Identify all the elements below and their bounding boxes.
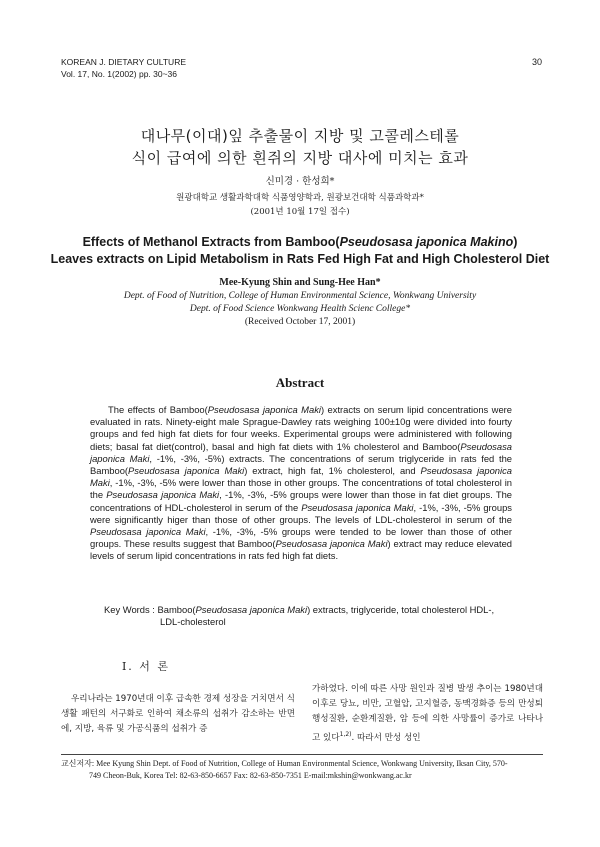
species-name: Pseudosasa japonica Maki xyxy=(301,501,414,513)
keywords-line2: LDL-cholesterol xyxy=(160,616,226,628)
species-name: Pseudosasa japonica Maki xyxy=(195,604,308,615)
abstract-segment: , -1%, -3%, -5% groups were lower than those in fat diet groups. The concentrations of HDL-cholesterol in serum of the xyxy=(90,489,512,513)
species-name: Pseudosasa japonica Maki xyxy=(106,489,220,501)
species-name: Pseudosasa japonica Makino xyxy=(339,235,514,249)
korean-title xyxy=(0,125,600,169)
citation-ref: 1,2) xyxy=(339,731,352,738)
journal-info xyxy=(61,56,186,80)
keywords-text: ) extracts, triglyceride, total cholesterol HDL-, xyxy=(307,604,495,615)
korean-authors: 신미경 · 한성희* xyxy=(265,176,335,187)
body-text: . 따라서 만성 성인 xyxy=(351,732,421,743)
keywords-text: Bamboo( xyxy=(154,604,196,615)
english-title-text: Effects of Methanol Extracts from Bamboo( xyxy=(82,235,340,249)
keywords xyxy=(104,604,524,628)
footnote-divider xyxy=(61,754,543,755)
received-date: (Received October 17, 2001) xyxy=(244,317,356,327)
journal-volume: Vol. 17, No. 1(2002) pp. 30~36 xyxy=(61,69,178,79)
section-heading: I. 서 론 xyxy=(121,660,171,673)
abstract-segment: ) extracts on serum lipid concentrations were evaluated in rats. Ninety-eight male Sprague-Dawley rats weighing 100±10g were divided into fourty groups and fed high fat diets for four weeks. Experimental groups were administered with following diets; basal fat diet(control), basal and high fat diets with 1% cholesterol and Bamboo( xyxy=(90,404,512,452)
abstract-segment: ) extract, high fat, 1% cholesterol, and xyxy=(244,465,421,477)
species-name: Pseudosasa japonica Maki xyxy=(207,404,321,415)
affiliations xyxy=(0,290,600,329)
species-name: Pseudosasa japonica Maki xyxy=(90,465,512,489)
abstract-text xyxy=(90,404,512,563)
korean-affiliation: 원광대학교 생활과학대학 식품영양학과, 원광보건대학 식품과학과* xyxy=(176,193,424,203)
abstract-segment: , -1%, -3%, -5%) extracts. The concentrations of serum triglyceride in rats fed the Bamboo( xyxy=(90,452,512,477)
body-column-2 xyxy=(312,682,543,746)
species-name: Pseudosasa japonica Maki xyxy=(90,526,206,538)
abstract-segment: ) extract may reduce elevated levels of serum lipid concentrations in rats fed high fat diets. xyxy=(90,538,512,562)
species-name: Pseudosasa japonica Maki xyxy=(275,538,388,550)
keywords-label: Key Words : xyxy=(104,604,155,615)
korean-title-line1: 대나무(이대)잎 추출물이 지방 및 고콜레스테롤 xyxy=(140,127,460,145)
journal-name: KOREAN J. DIETARY CULTURE xyxy=(61,57,187,67)
abstract-heading: Abstract xyxy=(275,375,325,390)
affiliation-2: Dept. of Food Science Wonkwang Health Scienc College* xyxy=(189,304,411,314)
english-title-line2: Leaves extracts on Lipid Metabolism in Rats Fed High Fat and High Cholesterol Diet xyxy=(50,252,550,266)
abstract-segment: , -1%, -3%, -5% groups were significantly higer than those of other groups. The levels of LDL-cholesterol in serum of the xyxy=(90,501,512,525)
abstract-segment: , -1%, -3%, -5% groups were tended to be lower than those of other groups. These results suggest that Bamboo( xyxy=(90,526,512,550)
species-name: Pseudosasa japonica Maki xyxy=(128,465,245,477)
english-title xyxy=(0,234,600,268)
korean-received: (2001년 10월 17일 접수) xyxy=(250,207,350,217)
english-title-text: ) xyxy=(513,235,518,249)
body-text: 가하였다. 이에 따른 사망 원인과 질병 발생 추이는 1980년대 이후로 당뇨, 비만, 고혈압, 고지혈증, 동맥경화증 등의 만성퇴행성질환, 순환계질환, 암 등에 의한 사망률이 증가로 나타나고 있다 xyxy=(312,684,543,743)
abstract-segment: The effects of Bamboo( xyxy=(108,404,208,415)
body-column-1: 우리나라는 1970년대 이후 급속한 경제 성장을 거치면서 식생활 패턴의 서구화로 인하여 채소류의 섭취가 감소하는 반면에, 지방, 육류 및 가공식품의 섭취가 증 xyxy=(61,694,295,734)
footnote-line2: 749 Cheon-Buk, Korea Tel: 82-63-850-6657 Fax: 82-63-850-7351 E-mail:mkshin@wonkwang.ac.kr xyxy=(89,771,412,780)
english-authors: Mee-Kyung Shin and Sung-Hee Han* xyxy=(219,277,381,288)
footnote-line1: 교신저자: Mee Kyung Shin Dept. of Food of Nutrition, College of Human Environmental Science, Wonkwang University, Iksan City, 570- xyxy=(61,759,508,768)
korean-title-line2: 식이 급여에 의한 흰쥐의 지방 대사에 미치는 효과 xyxy=(131,149,469,167)
english-title-line1 xyxy=(0,234,600,251)
abstract-segment: , -1%, -3%, -5% were lower than those in other groups. The concentrations of total cholesterol in the xyxy=(90,477,512,501)
affiliation-1: Dept. of Food of Nutrition, College of Human Environmental Science, Wonkwang University xyxy=(123,291,477,301)
page-number: 30 xyxy=(531,57,542,67)
footnote xyxy=(61,758,543,782)
species-name: Pseudosasa japonica Maki xyxy=(90,440,512,464)
